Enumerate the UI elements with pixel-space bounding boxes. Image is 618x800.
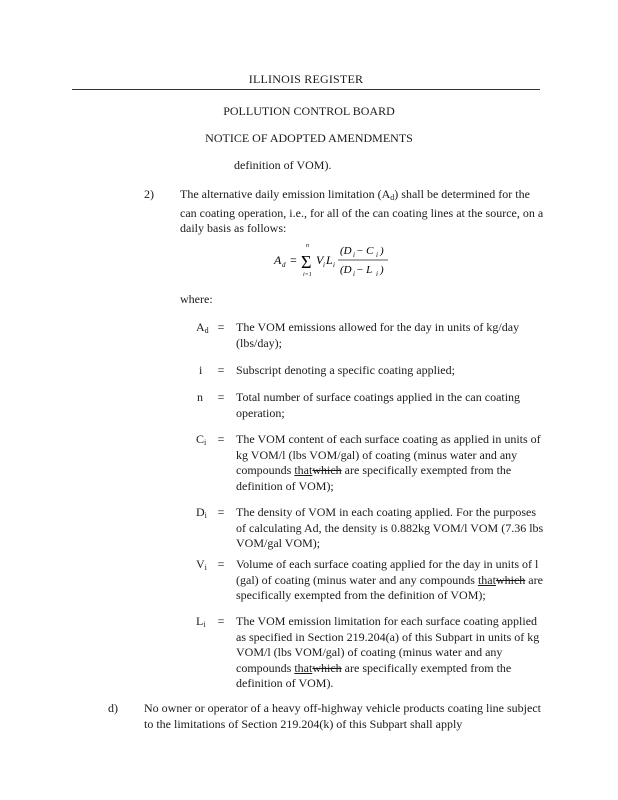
formula-den-end: ) bbox=[380, 264, 384, 276]
def-n-eq: = bbox=[217, 390, 225, 404]
def-ci-symbol: $C_i$ bbox=[196, 432, 207, 447]
def-ad-eq: = bbox=[217, 320, 225, 334]
def-vi-eq: = bbox=[217, 557, 225, 571]
formula-num-sub: i bbox=[353, 251, 355, 259]
formula-den-sub: i bbox=[353, 270, 355, 278]
register-title: ILLINOIS REGISTER bbox=[248, 72, 364, 86]
def-li-eq: = bbox=[217, 614, 225, 628]
emission-formula bbox=[270, 240, 410, 280]
def-li-symbol: $L_i$ bbox=[196, 614, 206, 629]
formula-num-end: ) bbox=[380, 245, 384, 257]
header-rule bbox=[72, 89, 540, 90]
formula-sigma: Σ bbox=[301, 252, 312, 272]
def-i-symbol: i bbox=[199, 363, 203, 377]
def-li-text: The VOM emission limitation for each surface coating applied as specified in Section 219.204(a) of this Subpart in units of kg VOM/l (lbs VOM/gal) of coating (minus water and any compounds thatwhich are specifically exempted from the definition of VOM). bbox=[236, 614, 540, 690]
formula-factor2-sub: i bbox=[333, 261, 335, 269]
formula-num-sub2: i bbox=[376, 251, 378, 259]
formula-den-sub2: i bbox=[376, 270, 378, 278]
where-label: where: bbox=[180, 292, 213, 306]
def-ci-eq: = bbox=[217, 432, 225, 446]
register-header bbox=[72, 72, 540, 90]
def-ci-text: The VOM content of each surface coating as applied in units of kg VOM/l (lbs VOM/gal) of coating (minus water and any compounds thatwhich are specifically exempted from the definition of VOM); bbox=[236, 432, 541, 493]
formula-num-mid: − C bbox=[356, 245, 374, 257]
def-vi-symbol: $V_i$ bbox=[196, 557, 207, 572]
def-vi-text: Volume of each surface coating applied for the day in units of l (gal) of coating (minus water and any compounds thatwhich are specifically exempted from the definition of VOM); bbox=[236, 557, 543, 602]
def-ad-symbol: $A_d$ bbox=[196, 320, 209, 335]
def-ad-text: The VOM emissions allowed for the day in units of kg/day (lbs/day); bbox=[236, 320, 520, 350]
formula-factor: V bbox=[316, 253, 324, 267]
formula-sum-bottom: i=1 bbox=[303, 272, 312, 278]
formula-den: (D bbox=[340, 264, 352, 276]
formula-factor-sub: i bbox=[323, 261, 325, 269]
def-n-text: Total number of surface coatings applied in the can coating operation; bbox=[236, 390, 521, 420]
formula-den-mid: − L bbox=[356, 264, 373, 276]
formula-lhs: A bbox=[274, 253, 282, 267]
def-i-text: Subscript denoting a specific coating applied; bbox=[236, 363, 455, 377]
formula-factor2: L bbox=[326, 253, 333, 267]
item-d-text: No owner or operator of a heavy off-highway vehicle products coating line subject to the limitations of Section 219.204(k) of this Subpart shall apply bbox=[144, 701, 541, 731]
formula-eq: = bbox=[290, 253, 297, 267]
def-n-symbol: n bbox=[197, 390, 203, 404]
intro-line: definition of VOM). bbox=[234, 158, 332, 172]
def-di-symbol: $D_i$ bbox=[196, 505, 207, 520]
notice-title: NOTICE OF ADOPTED AMENDMENTS bbox=[205, 131, 413, 145]
formula-lhs-sub: d bbox=[282, 261, 286, 269]
def-di-eq: = bbox=[217, 505, 225, 519]
item-d-number: d) bbox=[108, 701, 118, 715]
item-2-text: The alternative daily emission limitation $(A_d)$ shall be determined for the can coating operation, i.e., for all of the can coating lines at the source, on a daily basis as follows: bbox=[180, 187, 544, 235]
def-i-eq: = bbox=[217, 363, 225, 377]
item-2-number: 2) bbox=[144, 187, 154, 201]
formula-sum-top: n bbox=[306, 243, 309, 249]
def-di-text: The density of VOM in each coating applied. For the purposes of calculating Ad, the density is 0.882kg VOM/l VOM (7.36 lbs VOM/gal VOM); bbox=[236, 505, 544, 550]
formula-num: (D bbox=[340, 245, 352, 257]
board-name: POLLUTION CONTROL BOARD bbox=[223, 104, 395, 118]
